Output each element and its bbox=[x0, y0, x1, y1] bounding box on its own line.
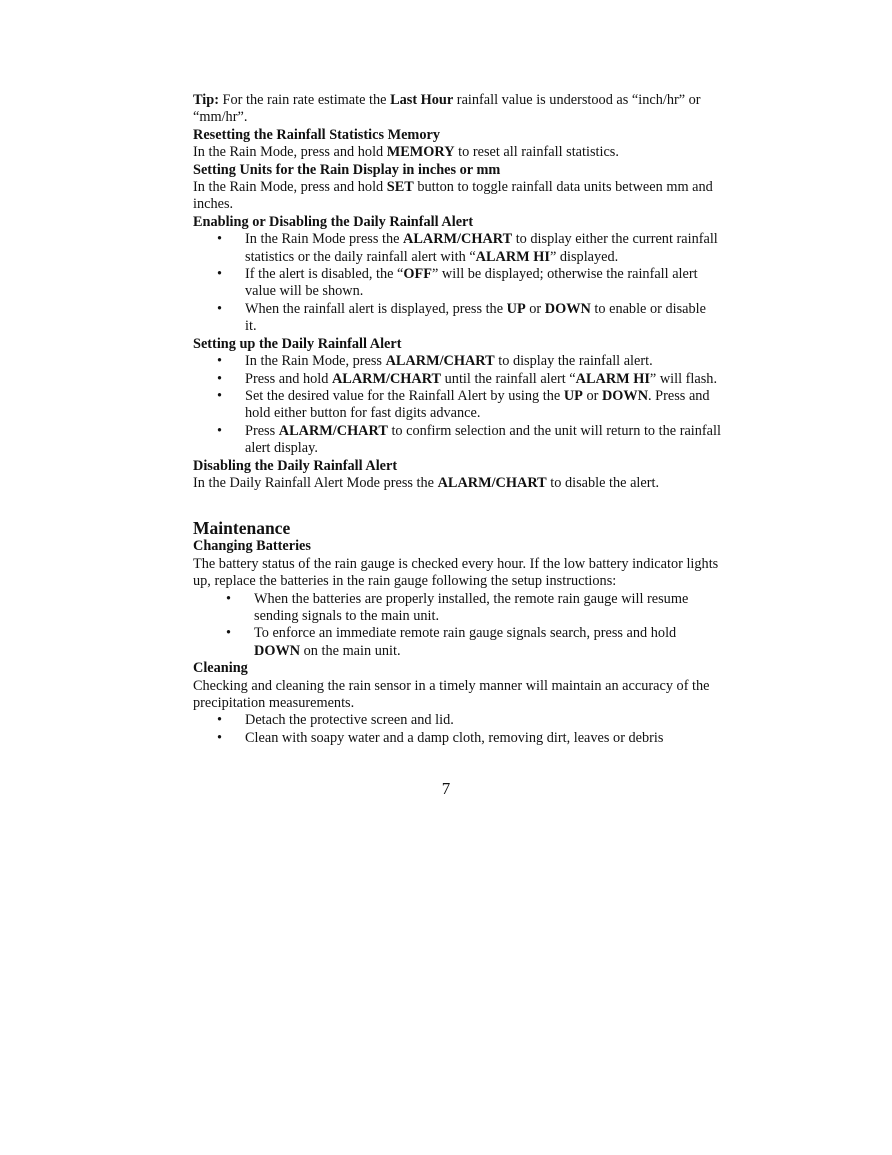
units-paragraph: In the Rain Mode, press and hold SET button to toggle rainfall data units between mm and inches. bbox=[193, 179, 713, 213]
bullet-icon: • bbox=[217, 387, 223, 404]
list-item: • To enforce an immediate remote rain gauge signals search, press and hold DOWN on the main unit. bbox=[226, 625, 677, 659]
bullet-icon: • bbox=[217, 353, 223, 370]
cleaning-list bbox=[193, 712, 721, 747]
bullet-icon: • bbox=[217, 231, 223, 248]
list-item: • Detach the protective screen and lid. bbox=[217, 712, 454, 729]
document-page bbox=[193, 92, 721, 747]
page-number: 7 bbox=[441, 779, 451, 798]
tip-paragraph: Tip: For the rain rate estimate the Last Hour rainfall value is understood as “inch/hr” or “mm/hr”. bbox=[193, 92, 701, 126]
maintenance-title: Maintenance bbox=[193, 518, 291, 539]
reset-paragraph: In the Rain Mode, press and hold MEMORY to reset all rainfall statistics. bbox=[193, 144, 619, 161]
list-item: • In the Rain Mode press the ALARM/CHART to display either the current rainfall statistics or the daily rainfall alert with “ALARM HI” displayed. bbox=[217, 231, 718, 265]
disable-heading: Disabling the Daily Rainfall Alert bbox=[193, 457, 398, 474]
bullet-icon: • bbox=[217, 300, 223, 317]
units-heading: Setting Units for the Rain Display in inches or mm bbox=[193, 161, 501, 178]
bullet-icon: • bbox=[217, 370, 223, 387]
list-item: • If the alert is disabled, the “OFF” will be displayed; otherwise the rainfall alert value will be shown. bbox=[217, 266, 698, 300]
setup-list bbox=[193, 353, 721, 457]
bullet-icon: • bbox=[226, 625, 232, 642]
list-item: • When the rainfall alert is displayed, press the UP or DOWN to enable or disable it. bbox=[217, 300, 706, 335]
batteries-paragraph: The battery status of the rain gauge is checked every hour. If the low battery indicator lights up, replace the batteries in the rain gauge following the setup instructions: bbox=[193, 555, 719, 590]
reset-heading: Resetting the Rainfall Statistics Memory bbox=[193, 126, 440, 143]
enable-list bbox=[193, 231, 721, 335]
bullet-icon: • bbox=[217, 712, 223, 729]
list-item: • Clean with soapy water and a damp cloth, removing dirt, leaves or debris bbox=[217, 729, 664, 746]
cleaning-heading: Cleaning bbox=[193, 660, 248, 677]
disable-paragraph: In the Daily Rainfall Alert Mode press the ALARM/CHART to disable the alert. bbox=[193, 474, 660, 491]
batteries-list bbox=[193, 591, 721, 661]
list-item: • Press ALARM/CHART to confirm selection and the unit will return to the rainfall alert display. bbox=[217, 422, 721, 457]
list-item: • In the Rain Mode, press ALARM/CHART to display the rainfall alert. bbox=[217, 353, 653, 370]
bullet-icon: • bbox=[217, 422, 223, 439]
tip-label: Tip: bbox=[193, 92, 219, 108]
bullet-icon: • bbox=[217, 266, 223, 283]
list-item: • When the batteries are properly installed, the remote rain gauge will resume sending signals to the main unit. bbox=[226, 590, 689, 624]
list-item: • Press and hold ALARM/CHART until the rainfall alert “ALARM HI” will flash. bbox=[217, 370, 718, 387]
bullet-icon: • bbox=[226, 590, 232, 607]
list-item: • Set the desired value for the Rainfall Alert by using the UP or DOWN. Press and hold either button for fast digits advance. bbox=[217, 387, 710, 422]
enable-heading: Enabling or Disabling the Daily Rainfall Alert bbox=[193, 213, 474, 230]
batteries-heading: Changing Batteries bbox=[193, 538, 311, 555]
setup-heading: Setting up the Daily Rainfall Alert bbox=[193, 335, 402, 352]
cleaning-paragraph: Checking and cleaning the rain sensor in a timely manner will maintain an accuracy of the precipitation measurements. bbox=[193, 677, 710, 711]
bullet-icon: • bbox=[217, 729, 223, 746]
